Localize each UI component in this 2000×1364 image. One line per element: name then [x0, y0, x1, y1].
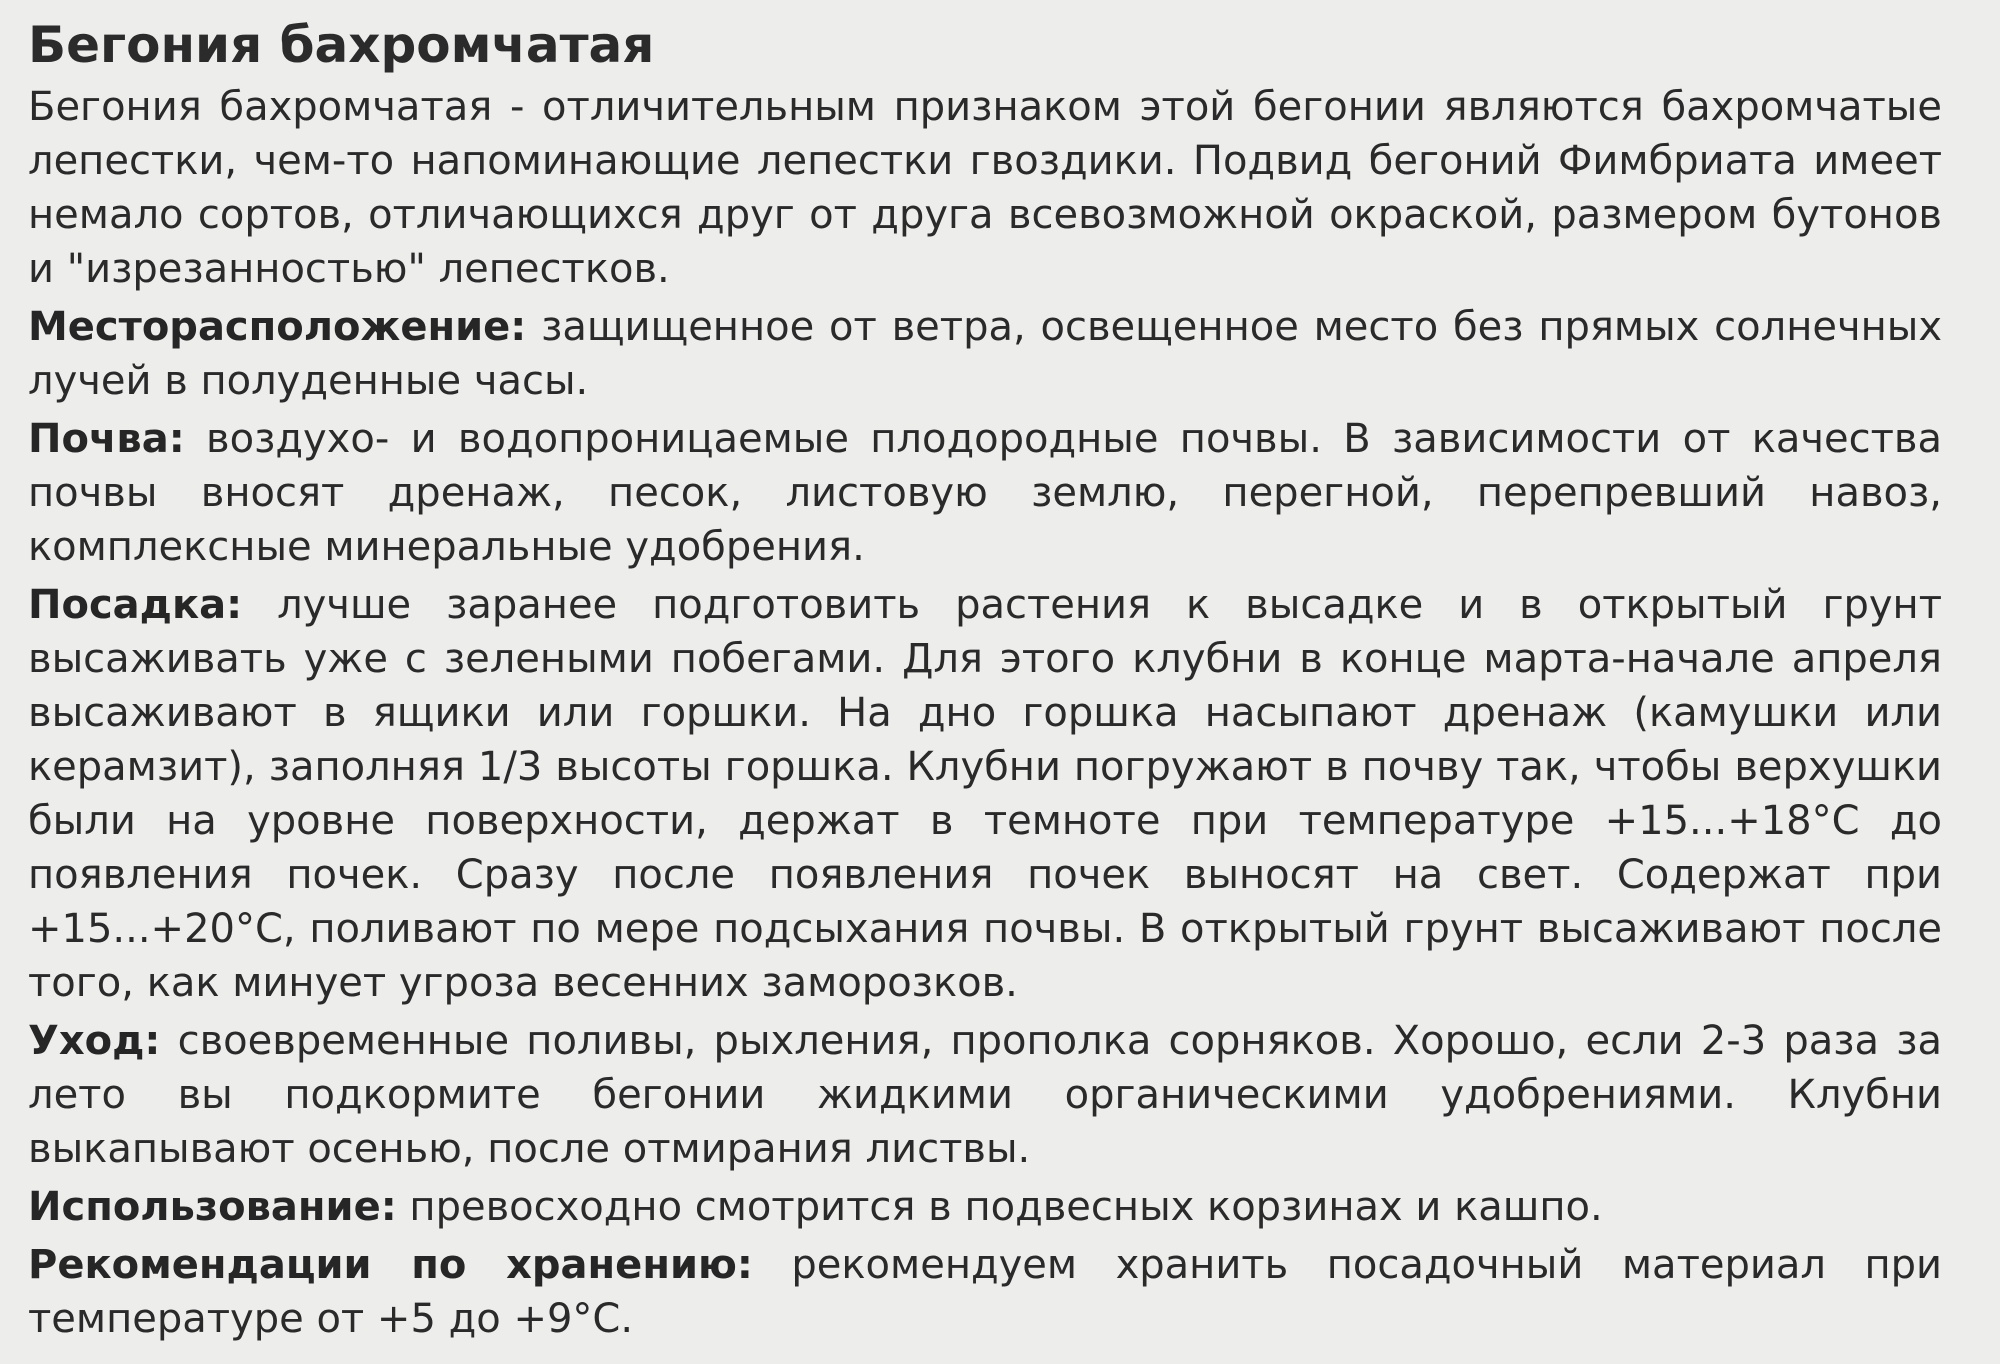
section-text: рекомендуем хранить посадочный материал при температуре от +5 до +9°С.: [28, 1242, 1943, 1342]
section-usage: [28, 1180, 1942, 1234]
intro-paragraph: Бегония бахромчатая - отличительным признаком этой бегонии являются бахромчатые лепестки, чем-то напоминающие лепестки гвоздики. Подвид бегоний Фимбриата имеет немало сортов, отличающихся друг от друга всевозможной окраской, размером бутонов и "изрезанностью" лепестков.: [28, 84, 1942, 292]
section-label: Почва:: [28, 416, 185, 462]
section-storage: [28, 1238, 1942, 1346]
section-label: Рекомендации по хранению:: [28, 1242, 753, 1288]
document: [28, 14, 1942, 1350]
section-text: своевременные поливы, рыхления, прополка сорняков. Хорошо, если 2-3 раза за лето вы подкормите бегонии жидкими органическими удобрениями. Клубни выкапывают осенью, после отмирания листвы.: [28, 1018, 1942, 1172]
section-label: Уход:: [28, 1018, 161, 1064]
section-soil: [28, 412, 1942, 574]
section-label: Посадка:: [28, 582, 243, 628]
section-label: Месторасположение:: [28, 304, 527, 350]
section-planting: [28, 578, 1942, 1010]
page-title: Бегония бахромчатая: [28, 16, 655, 74]
section-care: [28, 1014, 1942, 1176]
section-text: воздухо- и водопроницаемые плодородные почвы. В зависимости от качества почвы вносят дренаж, песок, листовую землю, перегной, перепревший навоз, комплексные минеральные удобрения.: [28, 416, 1942, 570]
section-text: защищенное от ветра, освещенное место без прямых солнечных лучей в полуденные часы.: [28, 304, 1942, 404]
section-location: [28, 300, 1942, 408]
section-label: Использование:: [28, 1184, 397, 1230]
section-text: превосходно смотрится в подвесных корзинах и кашпо.: [396, 1184, 1603, 1230]
section-text: лучше заранее подготовить растения к высадке и в открытый грунт высаживать уже с зелеными побегами. Для этого клубни в конце марта-начале апреля высаживают в ящики или горшки. На дно горшка насыпают дренаж (камушки или керамзит), заполняя 1/3 высоты горшка. Клубни погружают в почву так, чтобы верхушки были на уровне поверхности, держат в темноте при температуре +15...+18°С до появления почек. Сразу после появления почек выносят на свет. Содержат при +15...+20°С, поливают по мере подсыхания почвы. В открытый грунт высаживают после того, как минует угроза весенних заморозков.: [28, 582, 1942, 1006]
